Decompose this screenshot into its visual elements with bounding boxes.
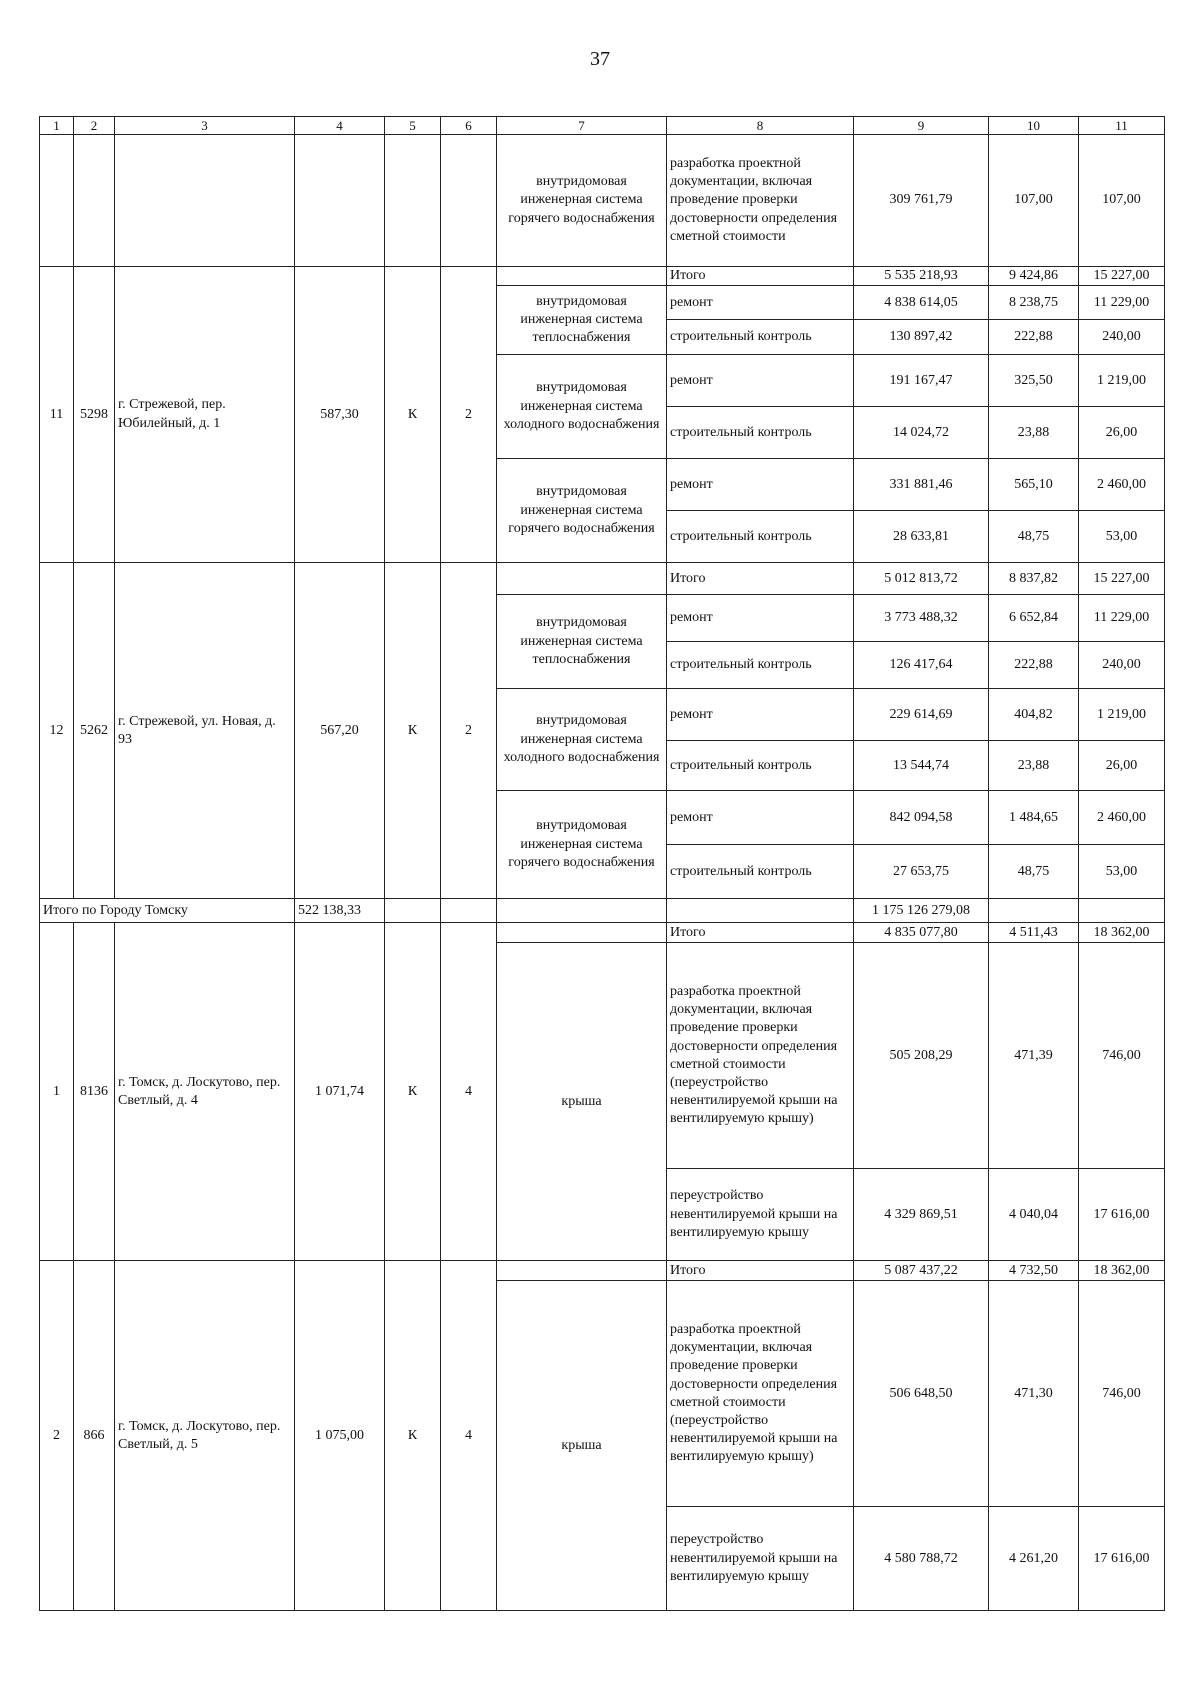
cost-value: 126 417,64 xyxy=(854,642,989,689)
limit-value: 53,00 xyxy=(1079,511,1165,563)
work-type: ремонт xyxy=(667,459,854,511)
house-floors: 4 xyxy=(441,923,497,1261)
work-type: ремонт xyxy=(667,355,854,407)
limit-value: 2 460,00 xyxy=(1079,791,1165,845)
unit-cost-value: 404,82 xyxy=(989,689,1079,741)
work-type: переустройство невентилируемой крыши на вентилируемую крышу xyxy=(667,1507,854,1611)
house-area: 587,30 xyxy=(295,267,385,563)
table-row xyxy=(40,1261,1165,1281)
cost-value: 4 838 614,05 xyxy=(854,286,989,320)
house-type: К xyxy=(385,923,441,1261)
limit-value: 53,00 xyxy=(1079,845,1165,899)
work-type: строительный контроль xyxy=(667,642,854,689)
work-type: ремонт xyxy=(667,286,854,320)
empty-cell xyxy=(441,899,497,923)
header-cell: 6 xyxy=(441,117,497,135)
empty-cell xyxy=(1079,899,1165,923)
total-label: Итого xyxy=(667,1261,854,1281)
header-cell: 9 xyxy=(854,117,989,135)
limit-value: 746,00 xyxy=(1079,943,1165,1169)
work-type: разработка проектной документации, включая проведение проверки достоверности определения сметной стоимости xyxy=(667,135,854,267)
unit-cost-value: 9 424,86 xyxy=(989,267,1079,286)
city-total-row xyxy=(40,899,1165,923)
unit-cost-value: 222,88 xyxy=(989,320,1079,355)
house-floors: 2 xyxy=(441,563,497,899)
unit-cost-value: 23,88 xyxy=(989,407,1079,459)
limit-value: 17 616,00 xyxy=(1079,1169,1165,1261)
system-name: крыша xyxy=(497,1281,667,1611)
limit-value: 1 219,00 xyxy=(1079,689,1165,741)
row-number: 11 xyxy=(40,267,74,563)
house-type: К xyxy=(385,267,441,563)
limit-value: 18 362,00 xyxy=(1079,923,1165,943)
row-number: 2 xyxy=(40,1261,74,1611)
cost-value: 28 633,81 xyxy=(854,511,989,563)
work-type: строительный контроль xyxy=(667,320,854,355)
unit-cost-value: 4 732,50 xyxy=(989,1261,1079,1281)
empty-cell xyxy=(295,135,385,267)
work-type: ремонт xyxy=(667,791,854,845)
unit-cost-value: 8 837,82 xyxy=(989,563,1079,595)
unit-cost-value: 4 511,43 xyxy=(989,923,1079,943)
empty-cell xyxy=(74,135,115,267)
unit-cost-value: 325,50 xyxy=(989,355,1079,407)
header-cell: 10 xyxy=(989,117,1079,135)
unit-cost-value: 107,00 xyxy=(989,135,1079,267)
cost-value: 13 544,74 xyxy=(854,741,989,791)
limit-value: 17 616,00 xyxy=(1079,1507,1165,1611)
header-cell: 5 xyxy=(385,117,441,135)
table-row xyxy=(40,267,1165,286)
house-code: 5298 xyxy=(74,267,115,563)
house-area: 567,20 xyxy=(295,563,385,899)
cost-value: 14 024,72 xyxy=(854,407,989,459)
empty-cell xyxy=(40,135,74,267)
work-type: разработка проектной документации, включая проведение проверки достоверности определения сметной стоимости (переустройство невентилируемой крыши на вентилируемую крышу) xyxy=(667,1281,854,1507)
limit-value: 11 229,00 xyxy=(1079,286,1165,320)
house-code: 866 xyxy=(74,1261,115,1611)
header-cell: 8 xyxy=(667,117,854,135)
work-type: строительный контроль xyxy=(667,407,854,459)
limit-value: 240,00 xyxy=(1079,320,1165,355)
cost-value: 191 167,47 xyxy=(854,355,989,407)
unit-cost-value: 48,75 xyxy=(989,511,1079,563)
system-name: внутридомовая инженерная система теплоснабжения xyxy=(497,286,667,355)
work-type: разработка проектной документации, включая проведение проверки достоверности определения сметной стоимости (переустройство невентилируемой крыши на вентилируемую крышу) xyxy=(667,943,854,1169)
header-cell: 2 xyxy=(74,117,115,135)
unit-cost-value: 48,75 xyxy=(989,845,1079,899)
house-address: г. Стрежевой, пер. Юбилейный, д. 1 xyxy=(115,267,295,563)
limit-value: 26,00 xyxy=(1079,407,1165,459)
empty-cell xyxy=(989,899,1079,923)
header-cell: 4 xyxy=(295,117,385,135)
unit-cost-value: 471,39 xyxy=(989,943,1079,1169)
system-name: внутридомовая инженерная система теплоснабжения xyxy=(497,595,667,689)
table-row xyxy=(40,563,1165,595)
system-name: внутридомовая инженерная система холодного водоснабжения xyxy=(497,355,667,459)
unit-cost-value: 6 652,84 xyxy=(989,595,1079,642)
system-name: внутридомовая инженерная система горячего водоснабжения xyxy=(497,459,667,563)
cost-value: 27 653,75 xyxy=(854,845,989,899)
limit-value: 11 229,00 xyxy=(1079,595,1165,642)
cost-value: 5 012 813,72 xyxy=(854,563,989,595)
city-total-label: Итого по Городу Томску xyxy=(40,899,295,923)
unit-cost-value: 8 238,75 xyxy=(989,286,1079,320)
header-cell: 11 xyxy=(1079,117,1165,135)
house-floors: 4 xyxy=(441,1261,497,1611)
cost-value: 5 087 437,22 xyxy=(854,1261,989,1281)
unit-cost-value: 4 261,20 xyxy=(989,1507,1079,1611)
cost-value: 5 535 218,93 xyxy=(854,267,989,286)
cost-value: 506 648,50 xyxy=(854,1281,989,1507)
system-name: внутридомовая инженерная система горячего водоснабжения xyxy=(497,791,667,899)
empty-cell xyxy=(497,267,667,286)
unit-cost-value: 222,88 xyxy=(989,642,1079,689)
empty-cell xyxy=(385,899,441,923)
limit-value: 15 227,00 xyxy=(1079,267,1165,286)
capital-repair-table xyxy=(39,116,1165,1611)
city-total-cost: 1 175 126 279,08 xyxy=(854,899,989,923)
cost-value: 842 094,58 xyxy=(854,791,989,845)
empty-cell xyxy=(115,135,295,267)
table-row xyxy=(40,923,1165,943)
unit-cost-value: 23,88 xyxy=(989,741,1079,791)
header-cell: 1 xyxy=(40,117,74,135)
limit-value: 18 362,00 xyxy=(1079,1261,1165,1281)
row-number: 1 xyxy=(40,923,74,1261)
work-type: переустройство невентилируемой крыши на вентилируемую крышу xyxy=(667,1169,854,1261)
house-floors: 2 xyxy=(441,267,497,563)
work-type: ремонт xyxy=(667,595,854,642)
cost-value: 130 897,42 xyxy=(854,320,989,355)
house-address: г. Стрежевой, ул. Новая, д. 93 xyxy=(115,563,295,899)
empty-cell xyxy=(385,135,441,267)
page-number: 37 xyxy=(590,48,610,70)
system-name: внутридомовая инженерная система горячего водоснабжения xyxy=(497,135,667,267)
house-code: 5262 xyxy=(74,563,115,899)
unit-cost-value: 471,30 xyxy=(989,1281,1079,1507)
cost-value: 505 208,29 xyxy=(854,943,989,1169)
cost-value: 4 329 869,51 xyxy=(854,1169,989,1261)
empty-cell xyxy=(497,923,667,943)
empty-cell xyxy=(497,563,667,595)
city-total-area: 522 138,33 xyxy=(295,899,385,923)
header-cell: 7 xyxy=(497,117,667,135)
work-type: строительный контроль xyxy=(667,741,854,791)
total-label: Итого xyxy=(667,563,854,595)
work-type: строительный контроль xyxy=(667,511,854,563)
limit-value: 2 460,00 xyxy=(1079,459,1165,511)
house-code: 8136 xyxy=(74,923,115,1261)
unit-cost-value: 4 040,04 xyxy=(989,1169,1079,1261)
row-number: 12 xyxy=(40,563,74,899)
house-address: г. Томск, д. Лоскутово, пер. Светлый, д. 5 xyxy=(115,1261,295,1611)
limit-value: 1 219,00 xyxy=(1079,355,1165,407)
house-area: 1 071,74 xyxy=(295,923,385,1261)
limit-value: 746,00 xyxy=(1079,1281,1165,1507)
limit-value: 26,00 xyxy=(1079,741,1165,791)
system-name: внутридомовая инженерная система холодного водоснабжения xyxy=(497,689,667,791)
limit-value: 15 227,00 xyxy=(1079,563,1165,595)
empty-cell xyxy=(667,899,854,923)
house-address: г. Томск, д. Лоскутово, пер. Светлый, д. 4 xyxy=(115,923,295,1261)
unit-cost-value: 565,10 xyxy=(989,459,1079,511)
unit-cost-value: 1 484,65 xyxy=(989,791,1079,845)
cost-value: 4 580 788,72 xyxy=(854,1507,989,1611)
empty-cell xyxy=(497,1261,667,1281)
system-name: крыша xyxy=(497,943,667,1261)
total-label: Итого xyxy=(667,267,854,286)
table-row xyxy=(40,135,1165,267)
total-label: Итого xyxy=(667,923,854,943)
cost-value: 3 773 488,32 xyxy=(854,595,989,642)
work-type: ремонт xyxy=(667,689,854,741)
limit-value: 240,00 xyxy=(1079,642,1165,689)
house-type: К xyxy=(385,1261,441,1611)
empty-cell xyxy=(497,899,667,923)
column-number-row xyxy=(40,117,1165,135)
cost-value: 229 614,69 xyxy=(854,689,989,741)
cost-value: 4 835 077,80 xyxy=(854,923,989,943)
house-area: 1 075,00 xyxy=(295,1261,385,1611)
house-type: К xyxy=(385,563,441,899)
header-cell: 3 xyxy=(115,117,295,135)
cost-value: 309 761,79 xyxy=(854,135,989,267)
limit-value: 107,00 xyxy=(1079,135,1165,267)
work-type: строительный контроль xyxy=(667,845,854,899)
cost-value: 331 881,46 xyxy=(854,459,989,511)
empty-cell xyxy=(441,135,497,267)
